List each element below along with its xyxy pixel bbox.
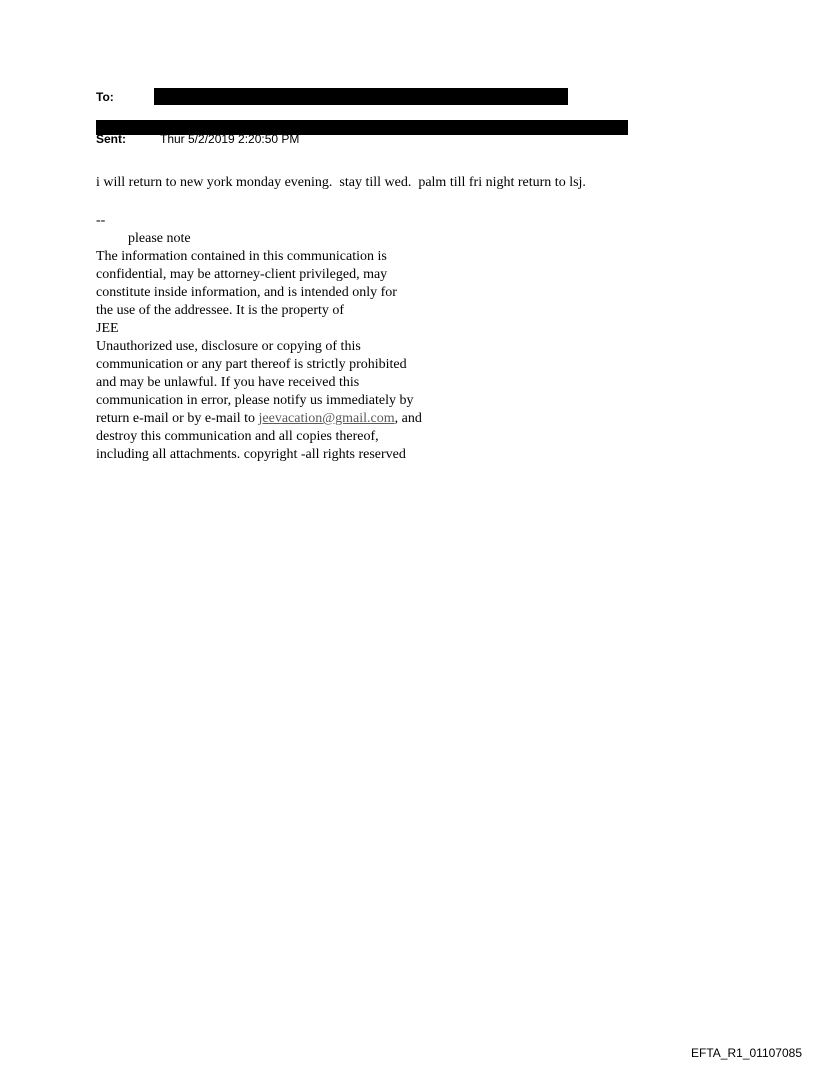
- sent-label: Sent:: [96, 132, 126, 146]
- sent-row: [96, 132, 636, 146]
- link-line-prefix: return e-mail or by e-mail to: [96, 411, 259, 426]
- note-heading: please note: [128, 231, 191, 246]
- redacted-recipients-row: [96, 104, 636, 118]
- signature-separator: --: [96, 213, 106, 228]
- to-label: To:: [96, 90, 114, 104]
- from-row: [96, 118, 636, 132]
- disclaimer-line: confidential, may be attorney-client privileged, may: [96, 267, 388, 282]
- from-label: From:: [96, 118, 130, 132]
- message-body: [96, 174, 736, 192]
- sent-value: Thur 5/2/2019 2:20:50 PM: [160, 132, 300, 146]
- document-id: EFTA_R1_01107085: [691, 1046, 802, 1060]
- disclaimer-line: JEE: [96, 321, 119, 336]
- signature-block: [96, 212, 516, 464]
- disclaimer-line: and may be unlawful. If you have received this: [96, 375, 360, 390]
- disclaimer-line: Unauthorized use, disclosure or copying of this: [96, 339, 361, 354]
- redaction-bar-to: [154, 88, 568, 105]
- disclaimer-line: communication in error, please notify us immediately by: [96, 393, 414, 408]
- message-text: i will return to new york monday evening. stay till wed. palm till fri night return to lsj.: [96, 175, 586, 190]
- disclaimer-line: destroy this communication and all copies thereof,: [96, 429, 379, 444]
- disclaimer-line: communication or any part thereof is strictly prohibited: [96, 357, 407, 372]
- disclaimer-line: constitute inside information, and is intended only for: [96, 285, 397, 300]
- to-row: [96, 90, 636, 104]
- email-header: [96, 90, 636, 146]
- disclaimer-line: The information contained in this communication is: [96, 249, 387, 264]
- disclaimer-line: the use of the addressee. It is the property of: [96, 303, 345, 318]
- disclaimer-link-line: [96, 410, 516, 428]
- email-link[interactable]: jeevacation@gmail.com: [258, 411, 395, 426]
- link-line-suffix: , and: [394, 411, 422, 426]
- disclaimer-line: including all attachments. copyright -all rights reserved: [96, 447, 406, 462]
- from-value: J: [160, 118, 166, 132]
